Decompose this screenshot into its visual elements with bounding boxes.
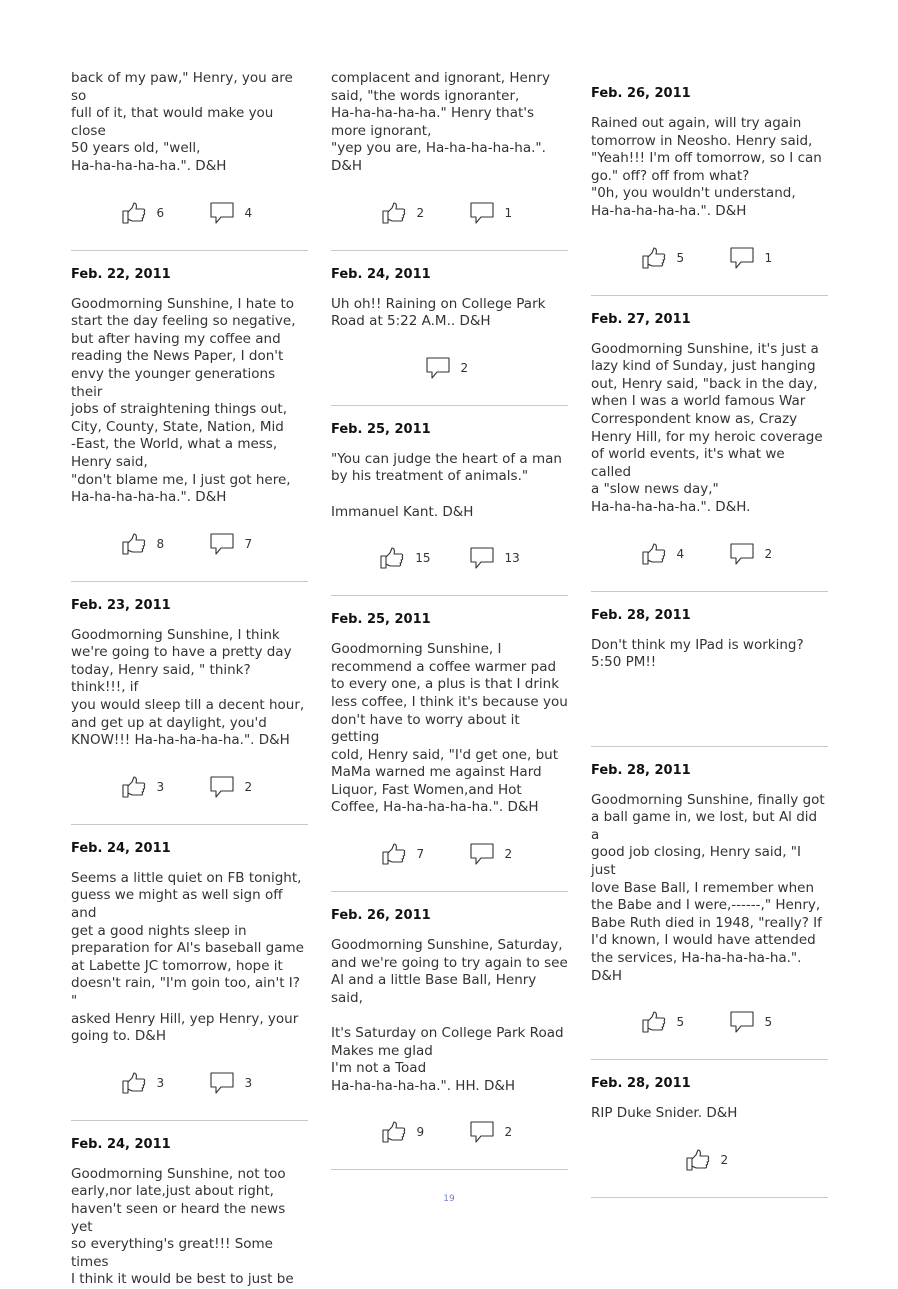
post-date: Feb. 26, 2011 [591, 86, 691, 101]
post [71, 251, 308, 582]
like-count: 5 [676, 1015, 685, 1030]
post [71, 825, 308, 1121]
post-text: "You can judge the heart of a man by his treatment of animals." Immanuel Kant. D&H [331, 450, 562, 520]
comment-count: 2 [504, 1125, 513, 1140]
post [591, 70, 828, 296]
comment-button[interactable] [729, 542, 779, 566]
post-text: RIP Duke Snider. D&H [591, 1105, 738, 1122]
comment-bubble-icon [425, 356, 451, 380]
thumbs-up-icon [641, 542, 667, 566]
post-actions [591, 221, 828, 295]
comment-count: 3 [244, 1075, 253, 1090]
thumbs-up-icon [121, 532, 147, 556]
post-text: Seems a little quiet on FB tonight, guess we might as well sign off and get a good nights sleep in preparation for Al's baseball game at Labette JC tomorrow, hope it doesn't rain, "I'm goin too, ain't I? " asked Henry Hill, yep Henry, your going to. D&H [71, 869, 304, 1045]
post-date: Feb. 22, 2011 [71, 266, 171, 282]
post-date: Feb. 24, 2011 [331, 266, 431, 282]
post-text: back of my paw," Henry, you are so full of it, that would make you close 50 years old, "well, Ha-ha-ha-ha-ha.". D&H [71, 70, 293, 174]
comment-button[interactable] [729, 1010, 779, 1034]
like-button[interactable] [381, 1120, 431, 1144]
comment-button[interactable] [469, 546, 520, 570]
post-date: Feb. 28, 2011 [591, 607, 691, 623]
post [71, 1121, 308, 1289]
like-button[interactable] [641, 246, 691, 270]
like-button[interactable] [685, 1148, 735, 1172]
post [591, 296, 828, 592]
comment-bubble-icon [729, 542, 755, 566]
comment-count: 2 [244, 779, 253, 794]
post-text: Goodmorning Sunshine, not too early,nor late,just about right, haven't seen or heard the news yet so everything's great!!! Some times I think it would be best to just be [71, 1165, 294, 1288]
thumbs-up-icon [685, 1148, 711, 1172]
post-date: Feb. 27, 2011 [591, 311, 691, 327]
post [331, 251, 568, 406]
like-button[interactable] [379, 546, 430, 570]
post-text: Rained out again, will try again tomorrow in Neosho. Henry said, "Yeah!!! I'm off tomorrow, so I can go." off? off from what? "0h, you wouldn't understand, Ha-ha-ha-ha-ha.". D&H [591, 115, 822, 219]
thumbs-up-icon [121, 775, 147, 799]
post-actions [591, 672, 828, 746]
comment-button[interactable] [469, 201, 519, 225]
comment-count: 7 [244, 536, 253, 551]
post [591, 747, 828, 1061]
page-number: 19 [443, 1194, 455, 1204]
comment-count: 4 [244, 205, 253, 220]
like-count: 4 [676, 546, 685, 561]
like-count: 2 [720, 1152, 729, 1167]
like-count: 3 [156, 1075, 165, 1090]
comment-count: 1 [504, 205, 513, 220]
post-actions [71, 507, 308, 581]
like-button[interactable] [121, 775, 171, 799]
post-actions [71, 750, 308, 824]
like-count: 3 [156, 779, 165, 794]
post-actions [331, 176, 568, 250]
column-3 [591, 70, 828, 1198]
post [331, 70, 568, 251]
like-button[interactable] [381, 201, 431, 225]
post-date: Feb. 26, 2011 [331, 908, 431, 924]
like-button[interactable] [121, 532, 171, 556]
comment-bubble-icon [209, 532, 235, 556]
comment-bubble-icon [209, 201, 235, 225]
thumbs-up-icon [379, 546, 405, 570]
post-text: Goodmorning Sunshine, Saturday, and we're going to try again to see Al and a little Base Ball, Henry said, It's Saturday on College Park Road Makes me glad I'm not a Toad Ha-ha-ha-ha-ha.". HH. D&H [331, 937, 568, 1094]
comment-count: 2 [764, 546, 773, 561]
post-actions [71, 1046, 308, 1120]
like-button[interactable] [121, 201, 171, 225]
post-text: Goodmorning Sunshine, I think we're going to have a pretty day today, Henry said, " think? think!!!, if you would sleep till a decent hour, and get up at daylight, you'd KNOW!!! Ha-ha-ha-ha-ha.". D&H [71, 626, 305, 749]
like-count: 7 [416, 847, 425, 862]
like-count: 2 [416, 205, 425, 220]
comment-button[interactable] [209, 775, 259, 799]
thumbs-up-icon [121, 201, 147, 225]
like-count: 15 [415, 551, 431, 566]
post-date: Feb. 24, 2011 [71, 840, 171, 856]
comment-bubble-icon [209, 1071, 235, 1095]
thumbs-up-icon [121, 1071, 147, 1095]
column-1 [71, 70, 308, 1289]
thumbs-up-icon [381, 201, 407, 225]
thumbs-up-icon [381, 842, 407, 866]
thumbs-up-icon [381, 1120, 407, 1144]
comment-button[interactable] [425, 356, 475, 380]
post-date: Feb. 24, 2011 [71, 1136, 171, 1152]
post-text: Uh oh!! Raining on College Park Road at 5:22 A.M.. D&H [331, 295, 546, 330]
post [591, 1060, 828, 1198]
post-actions [591, 1123, 828, 1197]
post-actions [331, 331, 568, 405]
like-button[interactable] [641, 542, 691, 566]
post-actions [591, 985, 828, 1059]
post-date: Feb. 28, 2011 [591, 762, 691, 778]
like-count: 8 [156, 536, 165, 551]
like-button[interactable] [381, 842, 431, 866]
post-date: Feb. 28, 2011 [591, 1076, 691, 1092]
post-date: Feb. 23, 2011 [71, 597, 171, 613]
comment-count: 2 [504, 847, 513, 862]
post-actions [331, 1095, 568, 1169]
comment-count: 2 [460, 360, 469, 375]
comment-count: 13 [504, 551, 520, 566]
comment-bubble-icon [729, 1010, 755, 1034]
post-text: Goodmorning Sunshine, it's just a lazy kind of Sunday, just hanging out, Henry said, "back in the day, when I was a world famous War Correspondent know as, Crazy Henry Hill, for my heroic coverage of world events, it's what we called a "slow news day," Ha-ha-ha-ha-ha.". D&H. [591, 340, 823, 515]
comment-count: 1 [764, 250, 773, 265]
post-actions [331, 521, 568, 595]
post [71, 70, 308, 251]
comment-button[interactable] [209, 201, 259, 225]
post-text: complacent and ignorant, Henry said, "the words ignoranter, Ha-ha-ha-ha-ha." Henry that's more ignorant, "yep you are, Ha-ha-ha-ha-ha.". D&H [331, 70, 550, 174]
comment-bubble-icon [469, 546, 495, 570]
comment-bubble-icon [469, 201, 495, 225]
comment-bubble-icon [209, 775, 235, 799]
post [71, 582, 308, 825]
comment-count: 5 [764, 1015, 773, 1030]
post-actions [591, 517, 828, 591]
post-actions [331, 817, 568, 891]
like-count: 5 [676, 250, 685, 265]
thumbs-up-icon [641, 246, 667, 270]
comment-bubble-icon [729, 246, 755, 270]
column-2 [331, 70, 568, 1170]
post-text: Goodmorning Sunshine, I hate to start the day feeling so negative, but after having my coffee and reading the News Paper, I don't envy the younger generations their jobs of straightening things out, City, County, State, Nation, Mid -East, the World, what a mess, Henry said, "don't blame me, I just got here, Ha-ha-ha-ha-ha.". D&H [71, 295, 296, 506]
post-date: Feb. 25, 2011 [331, 421, 431, 437]
thumbs-up-icon [641, 1010, 667, 1034]
post-date: Feb. 25, 2011 [331, 612, 431, 628]
comment-button[interactable] [209, 532, 259, 556]
post [331, 406, 568, 596]
post [331, 596, 568, 892]
post-actions [71, 176, 308, 250]
like-button[interactable] [641, 1010, 691, 1034]
comment-button[interactable] [729, 246, 779, 270]
post [331, 892, 568, 1170]
comment-button[interactable] [469, 1120, 519, 1144]
like-count: 9 [416, 1125, 425, 1140]
like-button[interactable] [121, 1071, 171, 1095]
post-text: Goodmorning Sunshine, finally got a ball game in, we lost, but Al did a good job closing, Henry said, "I just love Base Ball, I remember when the Babe and I were,------," Henry, Babe Ruth died in 1948, "really? If I'd known, I would have attended the services, Ha-ha-ha-ha-ha.". D&H [591, 791, 825, 984]
comment-button[interactable] [469, 842, 519, 866]
post-text: Don't think my IPad is working? 5:50 PM!! [591, 636, 804, 671]
post [591, 592, 828, 747]
comment-button[interactable] [209, 1071, 259, 1095]
comment-bubble-icon [469, 1120, 495, 1144]
like-count: 6 [156, 205, 165, 220]
post-text: Goodmorning Sunshine, I recommend a coffee warmer pad to every one, a plus is that I drink less coffee, I think it's because you don't have to worry about it getting cold, Henry said, "I'd get one, but MaMa warned me against Hard Liquor, Fast Women,and Hot Coffee, Ha-ha-ha-ha-ha.". D&H [331, 641, 568, 816]
comment-bubble-icon [469, 842, 495, 866]
